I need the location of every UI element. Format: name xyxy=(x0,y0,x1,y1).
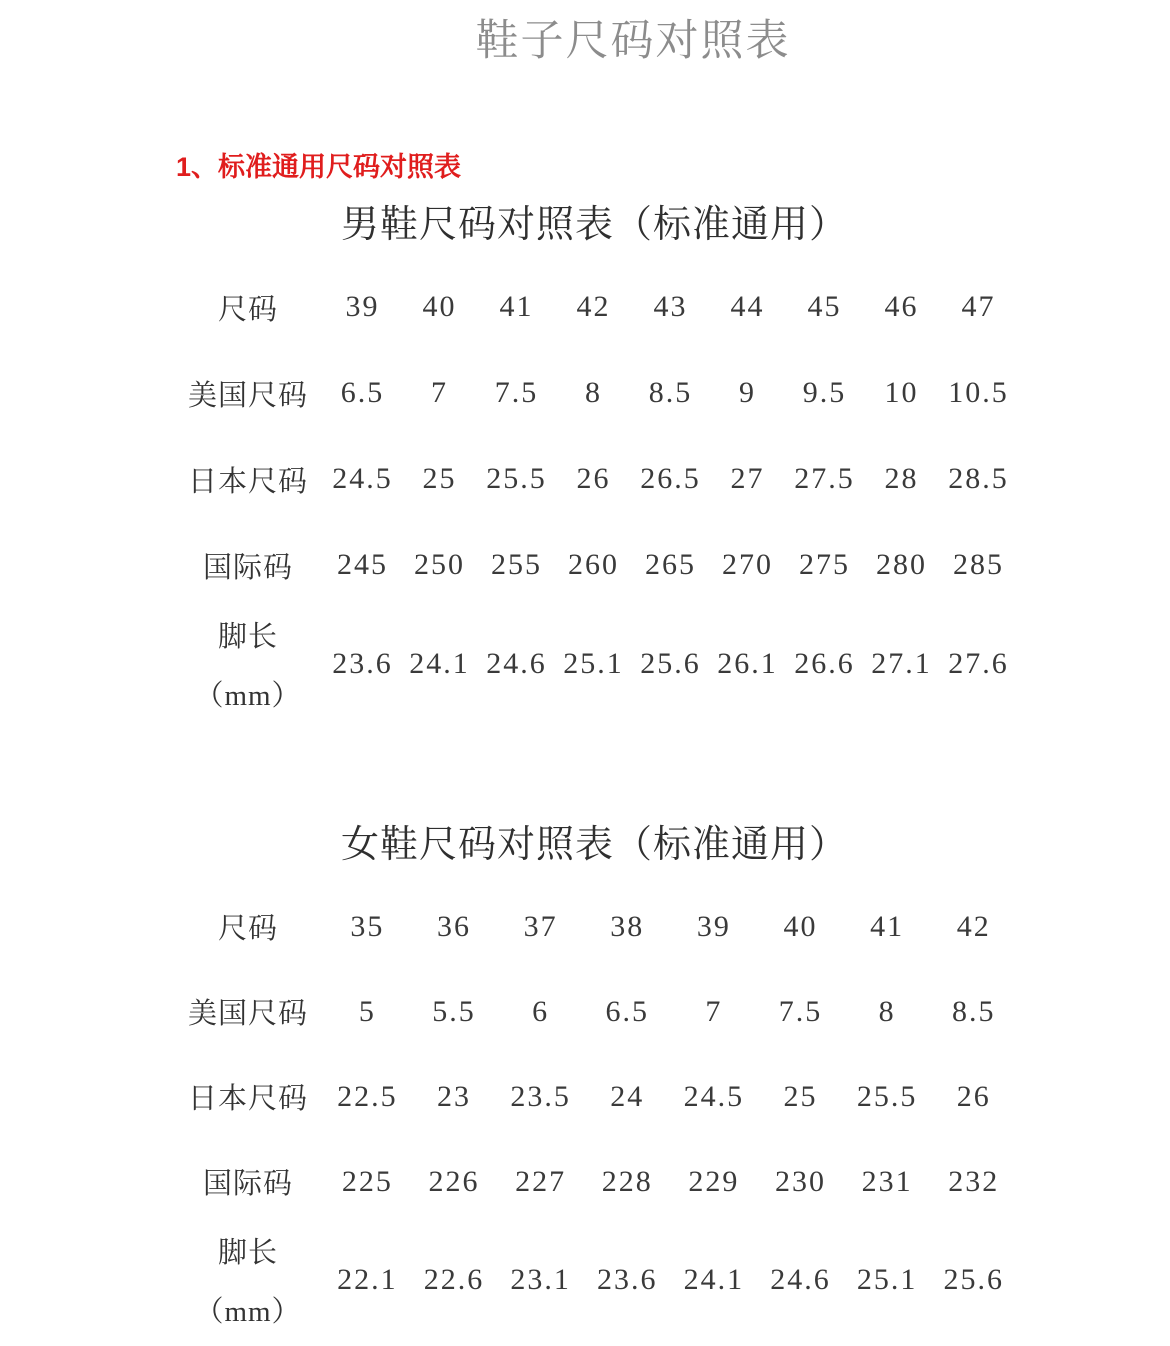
row-label: 尺码 xyxy=(217,293,278,326)
size-value: 270 xyxy=(722,548,773,581)
size-value: 10.5 xyxy=(948,376,1009,409)
row-label: 尺码 xyxy=(217,913,278,945)
size-value: 41 xyxy=(870,909,905,943)
size-value: 229 xyxy=(688,1164,740,1198)
table-row xyxy=(172,608,1017,720)
size-value: 26.5 xyxy=(640,462,701,495)
table-row xyxy=(172,969,1017,1054)
size-value: 39 xyxy=(345,290,380,323)
size-value: 24.6 xyxy=(770,1263,831,1296)
size-value: 24.5 xyxy=(683,1079,745,1113)
size-value: 226 xyxy=(428,1164,480,1198)
size-value: 8 xyxy=(585,376,602,409)
size-value: 25.6 xyxy=(943,1263,1004,1296)
size-value: 5.5 xyxy=(432,994,476,1028)
size-value: 228 xyxy=(601,1164,653,1198)
row-label-unit: （mm） xyxy=(194,680,302,712)
size-value: 245 xyxy=(337,548,388,581)
row-label-line1: 脚长 xyxy=(217,1237,278,1269)
size-value: 23.5 xyxy=(510,1079,571,1113)
size-value: 40 xyxy=(422,290,457,323)
size-value: 24.1 xyxy=(683,1263,745,1296)
size-value: 24 xyxy=(610,1079,645,1113)
size-value: 26 xyxy=(576,462,611,495)
size-value: 5 xyxy=(358,994,376,1028)
size-value: 250 xyxy=(414,548,465,581)
size-value: 26.1 xyxy=(717,647,778,680)
size-value: 28 xyxy=(884,462,919,495)
size-value: 35 xyxy=(350,909,385,943)
size-value: 26.6 xyxy=(794,647,855,680)
size-value: 7.5 xyxy=(778,994,823,1028)
size-value: 22.5 xyxy=(337,1079,398,1113)
row-label xyxy=(172,608,324,720)
size-value: 27.1 xyxy=(871,647,932,680)
row-label-unit: （mm） xyxy=(194,1296,302,1328)
row-label: 美国尺码 xyxy=(187,998,308,1030)
size-value: 265 xyxy=(645,548,696,581)
size-value: 6 xyxy=(532,994,550,1028)
size-value: 232 xyxy=(948,1164,1000,1198)
size-value: 230 xyxy=(774,1164,826,1198)
table-row xyxy=(172,350,1017,436)
womens-table-title: 女鞋尺码对照表（标准通用） xyxy=(340,824,848,866)
size-value: 23.6 xyxy=(332,647,393,680)
section-heading: 1、标准通用尺码对照表 xyxy=(176,152,462,182)
size-value: 28.5 xyxy=(948,462,1009,495)
size-value: 285 xyxy=(953,548,1004,581)
size-value: 8.5 xyxy=(648,376,693,409)
row-label-line1: 脚长 xyxy=(217,621,278,653)
womens-size-table xyxy=(172,884,1017,1336)
size-value: 9 xyxy=(739,376,756,409)
table-row xyxy=(172,1139,1017,1224)
row-label: 国际码 xyxy=(202,1168,293,1200)
row-label: 国际码 xyxy=(202,551,293,584)
size-value: 38 xyxy=(610,909,645,943)
mens-table-title: 男鞋尺码对照表（标准通用） xyxy=(340,204,848,246)
row-label: 日本尺码 xyxy=(187,1083,308,1115)
size-value: 25.6 xyxy=(640,647,701,680)
table-row xyxy=(172,1224,1017,1336)
size-value: 8 xyxy=(878,994,896,1028)
size-value: 22.1 xyxy=(337,1263,398,1296)
size-value: 37 xyxy=(523,909,558,943)
size-value: 42 xyxy=(956,909,991,943)
size-value: 46 xyxy=(884,290,919,323)
size-value: 8.5 xyxy=(951,994,996,1028)
size-value: 25.1 xyxy=(563,647,624,680)
size-value: 47 xyxy=(961,290,996,323)
table-row xyxy=(172,264,1017,350)
size-value: 40 xyxy=(783,909,818,943)
table-row xyxy=(172,884,1017,969)
size-value: 24.1 xyxy=(409,647,470,680)
size-value: 231 xyxy=(861,1164,913,1198)
size-value: 23.6 xyxy=(596,1263,658,1296)
size-value: 24.5 xyxy=(332,462,393,495)
size-value: 25.1 xyxy=(856,1263,918,1296)
size-value: 45 xyxy=(807,290,842,323)
size-value: 43 xyxy=(653,290,688,323)
size-value: 275 xyxy=(799,548,850,581)
size-value: 23.1 xyxy=(510,1263,571,1296)
size-value: 42 xyxy=(576,290,611,323)
size-value: 6.5 xyxy=(605,994,649,1028)
size-value: 39 xyxy=(696,909,731,943)
size-value: 255 xyxy=(491,548,542,581)
row-label: 美国尺码 xyxy=(187,379,308,412)
table-row xyxy=(172,1054,1017,1139)
size-value: 7.5 xyxy=(494,376,539,409)
table-row xyxy=(172,522,1017,608)
size-value: 25 xyxy=(783,1079,818,1113)
size-value: 25.5 xyxy=(486,462,547,495)
size-value: 10 xyxy=(884,376,919,409)
size-value: 25.5 xyxy=(856,1079,918,1113)
size-value: 27.5 xyxy=(794,462,855,495)
size-value: 26 xyxy=(956,1079,991,1113)
page-title: 鞋子尺码对照表 xyxy=(475,18,791,65)
size-value: 41 xyxy=(499,290,534,323)
row-label xyxy=(172,1224,324,1336)
mens-size-table xyxy=(172,264,1017,720)
size-value: 22.6 xyxy=(423,1263,485,1296)
row-label: 日本尺码 xyxy=(187,465,308,498)
size-value: 280 xyxy=(876,548,927,581)
size-value: 36 xyxy=(436,909,471,943)
size-value: 7 xyxy=(705,994,723,1028)
size-value: 24.6 xyxy=(486,647,547,680)
size-value: 227 xyxy=(515,1164,567,1198)
size-value: 44 xyxy=(730,290,765,323)
size-value: 27.6 xyxy=(948,647,1009,680)
size-value: 6.5 xyxy=(340,376,385,409)
size-value: 23 xyxy=(436,1079,471,1113)
table-row xyxy=(172,436,1017,522)
size-value: 260 xyxy=(568,548,619,581)
size-value: 25 xyxy=(422,462,457,495)
size-value: 7 xyxy=(431,376,448,409)
size-value: 225 xyxy=(341,1164,393,1198)
size-value: 27 xyxy=(730,462,765,495)
size-value: 9.5 xyxy=(802,376,847,409)
